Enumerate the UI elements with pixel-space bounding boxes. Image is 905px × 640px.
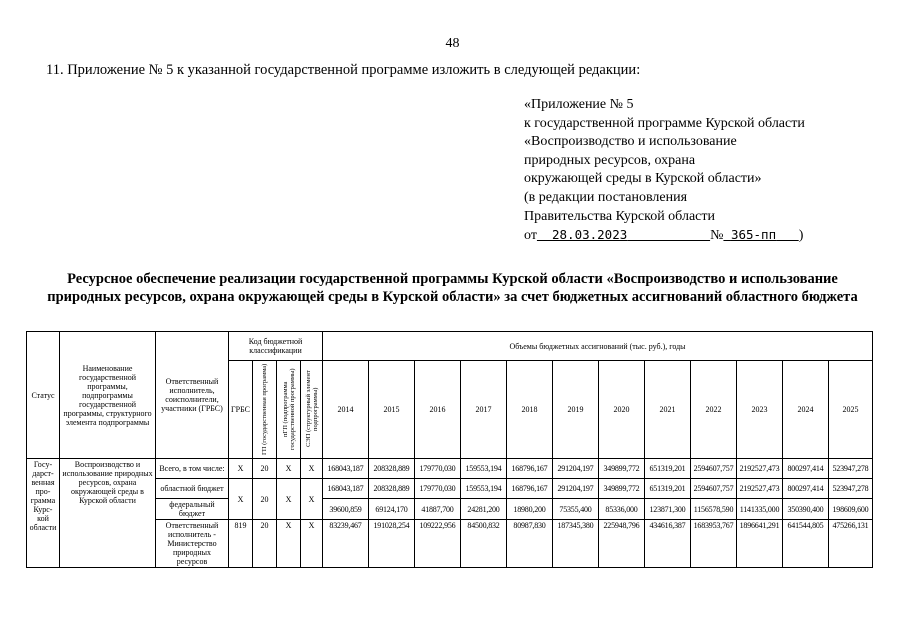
header-year: 2019	[553, 361, 599, 459]
value-cell: 1156578,590	[691, 499, 737, 520]
value-cell: 1683953,767	[691, 520, 737, 568]
value-cell: 1896641,291	[737, 520, 783, 568]
value-cell: 349899,772	[599, 479, 645, 499]
value-cell: 651319,201	[645, 479, 691, 499]
value-cell: 80987,830	[507, 520, 553, 568]
value-cell: 18980,200	[507, 499, 553, 520]
gp-cell: 20	[253, 479, 277, 520]
header-name: Наименование государственной программы, подпрограммы государственной программы, структурного элемента подпрограммы	[60, 332, 156, 459]
value-cell: 2594607,757	[691, 459, 737, 479]
value-cell: 291204,197	[553, 459, 599, 479]
header-executor: Ответственный исполнитель, соисполнители, участники (ГРБС)	[156, 332, 229, 459]
appendix-line: Правительства Курской области	[524, 208, 715, 224]
value-cell: 191028,254	[369, 520, 415, 568]
value-cell: 39600,859	[323, 499, 369, 520]
pgp-cell: X	[277, 459, 301, 479]
value-cell: 75355,400	[553, 499, 599, 520]
no-label: №	[710, 228, 724, 244]
header-year: 2016	[415, 361, 461, 459]
appendix-date-line	[524, 226, 805, 246]
gp-cell: 20	[253, 459, 277, 479]
value-cell: 123871,300	[645, 499, 691, 520]
value-cell: 168796,167	[507, 479, 553, 499]
value-cell: 225948,796	[599, 520, 645, 568]
value-cell: 291204,197	[553, 479, 599, 499]
value-cell: 641544,805	[783, 520, 829, 568]
value-cell: 651319,201	[645, 459, 691, 479]
value-cell: 2594607,757	[691, 479, 737, 499]
pgp-cell: X	[277, 520, 301, 568]
value-cell: 159553,194	[461, 479, 507, 499]
resolution-number: 365-пп	[730, 227, 777, 243]
se-cell: X	[301, 520, 323, 568]
value-cell: 800297,414	[783, 479, 829, 499]
table-row	[27, 459, 873, 479]
appendix-line: «Приложение № 5	[524, 97, 634, 112]
value-cell: 69124,170	[369, 499, 415, 520]
se-cell: X	[301, 459, 323, 479]
appendix-line: окружающей среды в Курской области»	[524, 171, 762, 187]
ot-label: от	[524, 228, 537, 244]
value-cell: 434616,387	[645, 520, 691, 568]
appendix-line: природных ресурсов, охрана	[524, 152, 696, 168]
header-year: 2021	[645, 361, 691, 459]
value-cell: 168796,167	[507, 459, 553, 479]
value-cell: 187345,380	[553, 520, 599, 568]
value-cell: 179770,030	[415, 479, 461, 499]
header-grbs: ГРБС	[229, 361, 253, 459]
value-cell: 41887,700	[415, 499, 461, 520]
value-cell: 523947,278	[829, 479, 873, 499]
grbs-cell: 819	[229, 520, 253, 568]
header-se: СЭП (структурный элемент подпрограммы)	[301, 361, 323, 459]
grbs-cell: X	[229, 459, 253, 479]
header-status: Статус	[27, 332, 60, 459]
value-cell: 83239,467	[323, 520, 369, 568]
document-title: Ресурсное обеспечение реализации государственной программы Курской области «Воспроизводство и использование природных ресурсов, охрана окружающей среды в Курской области» за счет бюджетных ассигнований областного бюджета	[47, 271, 858, 305]
value-cell: 800297,414	[783, 459, 829, 479]
se-cell: X	[301, 479, 323, 520]
header-year: 2024	[783, 361, 829, 459]
value-cell: 159553,194	[461, 459, 507, 479]
executor-cell: федеральный бюджет	[156, 499, 229, 520]
page-number: 48	[445, 36, 460, 51]
value-cell: 85336,000	[599, 499, 645, 520]
header-year: 2015	[369, 361, 415, 459]
value-cell: 179770,030	[415, 459, 461, 479]
value-cell: 350390,400	[783, 499, 829, 520]
header-code-group: Код бюджетной классификации	[229, 332, 323, 361]
appendix-line: к государственной программе Курской области	[524, 115, 805, 131]
gp-cell: 20	[253, 520, 277, 568]
appendix-heading	[524, 96, 805, 246]
value-cell: 1141335,000	[737, 499, 783, 520]
header-gp: ГП (государственная программа)	[253, 361, 277, 459]
value-cell: 475266,131	[829, 520, 873, 568]
value-cell: 198609,600	[829, 499, 873, 520]
appendix-line: «Воспроизводство и использование	[524, 134, 737, 150]
value-cell: 109222,956	[415, 520, 461, 568]
value-cell: 208328,889	[369, 479, 415, 499]
value-cell: 24281,200	[461, 499, 507, 520]
resolution-date: 28.03.2023	[552, 227, 628, 243]
close-paren: )	[798, 228, 804, 244]
resource-table	[26, 331, 873, 568]
value-cell: 168043,187	[323, 459, 369, 479]
executor-cell: Всего, в том числе:	[156, 459, 229, 479]
status-cell: Госу-дарст-венная про-грамма Курс-кой области	[27, 459, 60, 568]
header-volumes: Объемы бюджетных ассигнований (тыс. руб.), годы	[323, 332, 873, 361]
appendix-line: (в редакции постановления	[524, 189, 688, 205]
value-cell: 84500,832	[461, 520, 507, 568]
value-cell: 523947,278	[829, 459, 873, 479]
header-year: 2020	[599, 361, 645, 459]
header-year: 2017	[461, 361, 507, 459]
header-pgp: пГП (подпрограмма государственной программы)	[277, 361, 301, 459]
value-cell: 2192527,473	[737, 459, 783, 479]
grbs-cell: X	[229, 479, 253, 520]
value-cell: 208328,889	[369, 459, 415, 479]
header-year: 2014	[323, 361, 369, 459]
program-name-cell: Воспроизводство и использование природных ресурсов, охрана окружающей среды в Курской области	[60, 459, 156, 568]
executor-cell: Ответственный исполнитель - Министерство природных ресурсов	[156, 520, 229, 568]
header-year: 2022	[691, 361, 737, 459]
value-cell: 349899,772	[599, 459, 645, 479]
header-year: 2025	[829, 361, 873, 459]
header-year: 2023	[737, 361, 783, 459]
pgp-cell: X	[277, 479, 301, 520]
executor-cell: областной бюджет	[156, 479, 229, 499]
intro-paragraph: 11. Приложение № 5 к указанной государственной программе изложить в следующей редакции:	[46, 62, 641, 78]
header-year: 2018	[507, 361, 553, 459]
value-cell: 168043,187	[323, 479, 369, 499]
value-cell: 2192527,473	[737, 479, 783, 499]
